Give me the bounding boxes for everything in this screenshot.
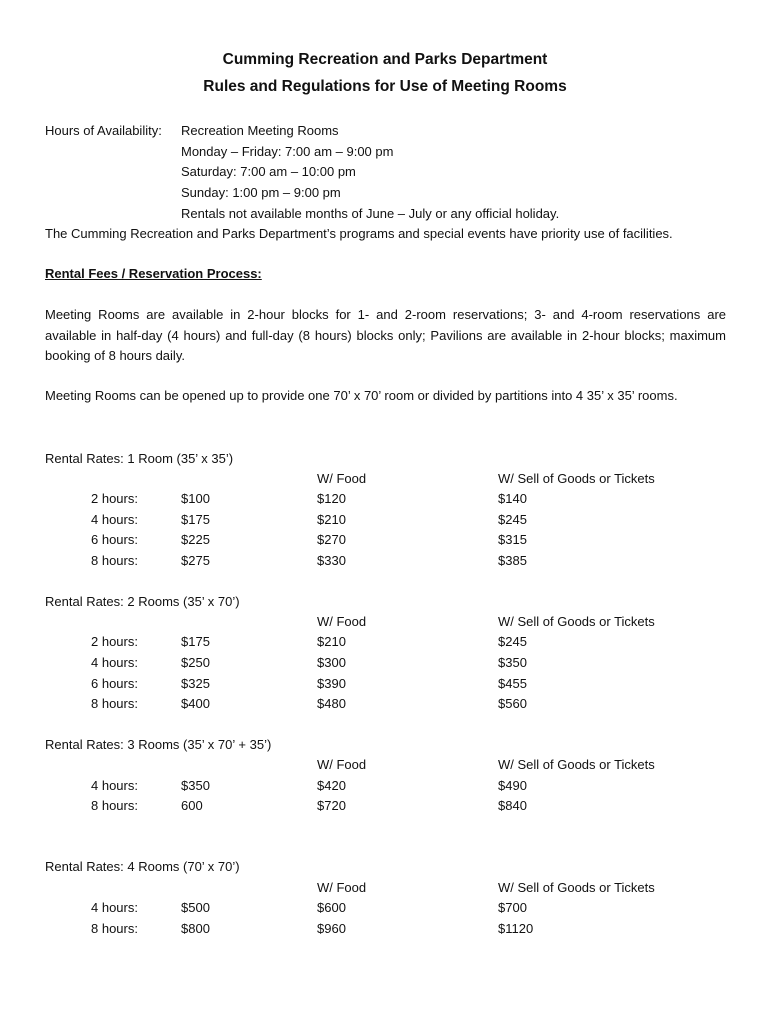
- hours-line: Monday – Friday: 7:00 am – 9:00 pm: [181, 144, 394, 159]
- base-price-cell: $500: [181, 900, 210, 915]
- food-price-cell: $960: [317, 921, 346, 936]
- food-price-cell: $120: [317, 491, 346, 506]
- duration-cell: 8 hours:: [91, 798, 138, 813]
- column-header-goods: W/ Sell of Goods or Tickets: [498, 471, 655, 486]
- partition-paragraph: Meeting Rooms can be opened up to provide one 70’ x 70’ room or divided by partitions into 4 35’ x 35’ rooms.: [45, 388, 678, 403]
- goods-price-cell: $1120: [498, 921, 534, 936]
- duration-cell: 4 hours:: [91, 778, 138, 793]
- rate-table-title: Rental Rates: 2 Rooms (35’ x 70’): [45, 594, 240, 609]
- goods-price-cell: $350: [498, 655, 527, 670]
- duration-cell: 2 hours:: [91, 491, 138, 506]
- food-price-cell: $270: [317, 532, 346, 547]
- goods-price-cell: $245: [498, 634, 527, 649]
- base-price-cell: 600: [181, 798, 203, 813]
- column-header-goods: W/ Sell of Goods or Tickets: [498, 880, 655, 895]
- rental-fees-heading: Rental Fees / Reservation Process:: [45, 266, 262, 281]
- base-price-cell: $175: [181, 512, 210, 527]
- column-header-food: W/ Food: [317, 614, 367, 629]
- base-price-cell: $325: [181, 676, 210, 691]
- duration-cell: 8 hours:: [91, 553, 138, 568]
- column-header-goods: W/ Sell of Goods or Tickets: [498, 614, 655, 629]
- base-price-cell: $275: [181, 553, 210, 568]
- hours-line: Recreation Meeting Rooms: [181, 123, 339, 138]
- duration-cell: 4 hours:: [91, 900, 138, 915]
- food-price-cell: $600: [317, 900, 346, 915]
- duration-cell: 2 hours:: [91, 634, 138, 649]
- base-price-cell: $100: [181, 491, 210, 506]
- hours-line: Sunday: 1:00 pm – 9:00 pm: [181, 185, 341, 200]
- column-header-food: W/ Food: [317, 471, 367, 486]
- food-price-cell: $480: [317, 696, 346, 711]
- food-price-cell: $330: [317, 553, 346, 568]
- goods-price-cell: $245: [498, 512, 527, 527]
- column-header-goods: W/ Sell of Goods or Tickets: [498, 757, 655, 772]
- hours-line: Saturday: 7:00 am – 10:00 pm: [181, 164, 356, 179]
- goods-price-cell: $560: [498, 696, 527, 711]
- document-subtitle: Rules and Regulations for Use of Meeting Rooms: [203, 78, 567, 95]
- goods-price-cell: $490: [498, 778, 527, 793]
- goods-price-cell: $840: [498, 798, 527, 813]
- food-price-cell: $210: [317, 634, 346, 649]
- goods-price-cell: $385: [498, 553, 527, 568]
- column-header-food: W/ Food: [317, 880, 367, 895]
- food-price-cell: $210: [317, 512, 346, 527]
- priority-note: The Cumming Recreation and Parks Department’s programs and special events have priority use of facilities.: [45, 226, 673, 241]
- rate-table-title: Rental Rates: 3 Rooms (35’ x 70’ + 35’): [45, 737, 272, 752]
- base-price-cell: $400: [181, 696, 210, 711]
- goods-price-cell: $315: [498, 532, 527, 547]
- base-price-cell: $225: [181, 532, 210, 547]
- base-price-cell: $350: [181, 778, 210, 793]
- duration-cell: 6 hours:: [91, 532, 138, 547]
- goods-price-cell: $700: [498, 900, 527, 915]
- column-header-food: W/ Food: [317, 757, 367, 772]
- duration-cell: 8 hours:: [91, 696, 138, 711]
- food-price-cell: $720: [317, 798, 346, 813]
- rate-table-title: Rental Rates: 1 Room (35’ x 35’): [45, 451, 234, 466]
- base-price-cell: $800: [181, 921, 210, 936]
- hours-line: Rentals not available months of June – July or any official holiday.: [181, 206, 560, 221]
- goods-price-cell: $455: [498, 676, 527, 691]
- food-price-cell: $390: [317, 676, 346, 691]
- hours-label: Hours of Availability:: [45, 123, 162, 138]
- base-price-cell: $175: [181, 634, 210, 649]
- goods-price-cell: $140: [498, 491, 527, 506]
- duration-cell: 6 hours:: [91, 676, 138, 691]
- duration-cell: 8 hours:: [91, 921, 138, 936]
- duration-cell: 4 hours:: [91, 655, 138, 670]
- rental-fees-paragraph: Meeting Rooms are available in 2-hour blocks for 1- and 2-room reservations; 3- and 4-room reservations are available in half-day (4 hours) and full-day (8 hours) blocks only; Pavilions are available in 2-hour blocks; maximum booking of 8 hours daily.: [45, 307, 726, 363]
- base-price-cell: $250: [181, 655, 210, 670]
- food-price-cell: $420: [317, 778, 346, 793]
- rate-table-title: Rental Rates: 4 Rooms (70’ x 70’): [45, 859, 240, 874]
- duration-cell: 4 hours:: [91, 512, 138, 527]
- document-title: Cumming Recreation and Parks Department: [222, 51, 548, 68]
- food-price-cell: $300: [317, 655, 346, 670]
